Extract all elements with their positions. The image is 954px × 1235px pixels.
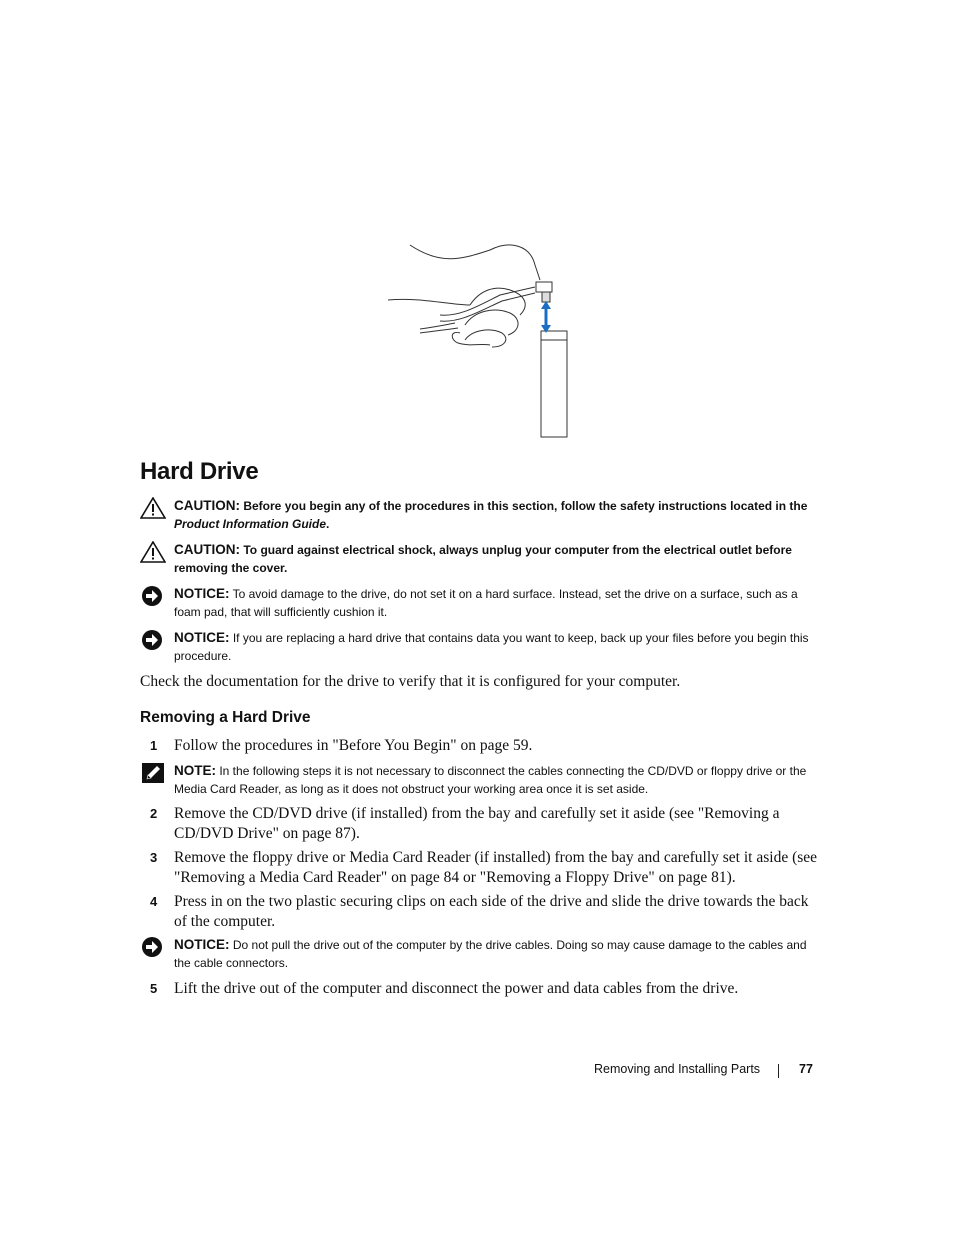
page-title: Hard Drive xyxy=(140,458,259,485)
notice-note xyxy=(140,936,820,972)
notice-text: Do not pull the drive out of the computer by the drive cables. Doing so may cause damage to the cables and the cable connectors. xyxy=(174,938,807,970)
cable-connection-illustration xyxy=(380,235,580,445)
step-text: Press in on the two plastic securing clips on each side of the drive and slide the drive towards the back of the computer. xyxy=(174,893,809,930)
step-text: Remove the CD/DVD drive (if installed) from the bay and carefully set it aside (see "Removing a CD/DVD Drive" on page 87). xyxy=(174,805,780,842)
caution-label: CAUTION: xyxy=(174,498,240,513)
caution-label: CAUTION: xyxy=(174,542,240,557)
step-text: Follow the procedures in "Before You Begin" on page 59. xyxy=(174,737,533,754)
step-item xyxy=(140,848,820,887)
step-item xyxy=(140,804,820,843)
step-item xyxy=(140,892,820,931)
step-number: 2 xyxy=(150,806,158,821)
notice-text: If you are replacing a hard drive that contains data you want to keep, back up your files before you begin this procedure. xyxy=(174,631,809,663)
caution-text: To guard against electrical shock, always unplug your computer from the electrical outlet before removing the cover. xyxy=(174,543,792,575)
section-subheading: Removing a Hard Drive xyxy=(140,709,311,726)
notice-note xyxy=(140,585,820,621)
note-text: In the following steps it is not necessary to disconnect the cables connecting the CD/DVD or floppy drive or the Media Card Reader, as long as it does not obstruct your working area once it is set aside. xyxy=(174,764,807,796)
warning-triangle-icon xyxy=(140,497,166,519)
notice-arrow-icon xyxy=(140,585,166,607)
caution-note xyxy=(140,541,820,577)
step-text: Remove the floppy drive or Media Card Reader (if installed) from the bay and carefully set it aside (see "Removing a Media Card Reader" on page 84 or "Removing a Floppy Drive" on page 81). xyxy=(174,849,818,886)
notice-text: To avoid damage to the drive, do not set it on a hard surface. Instead, set the drive on a surface, such as a foam pad, that will sufficiently cushion it. xyxy=(174,587,798,619)
footer-divider xyxy=(778,1064,779,1078)
step-number: 1 xyxy=(150,738,158,753)
note-callout xyxy=(140,762,820,798)
notice-label: NOTICE: xyxy=(174,630,230,645)
step-text: Lift the drive out of the computer and disconnect the power and data cables from the drive. xyxy=(174,980,739,997)
step-item xyxy=(140,979,820,999)
caution-text-end: . xyxy=(326,516,330,531)
notice-label: NOTICE: xyxy=(174,937,230,952)
caution-text: Before you begin any of the procedures in this section, follow the safety instructions located in the xyxy=(243,499,808,513)
caution-note xyxy=(140,497,820,533)
footer-section-title: Removing and Installing Parts xyxy=(594,1062,761,1076)
notice-arrow-icon xyxy=(140,936,166,958)
step-number: 5 xyxy=(150,981,158,996)
notice-note xyxy=(140,629,820,665)
warning-triangle-icon xyxy=(140,541,166,563)
step-number: 3 xyxy=(150,850,158,865)
page-number: 77 xyxy=(799,1062,813,1076)
note-label: NOTE: xyxy=(174,763,216,778)
intro-paragraph: Check the documentation for the drive to verify that it is configured for your computer. xyxy=(140,673,681,690)
pencil-note-icon xyxy=(140,762,166,784)
step-item xyxy=(140,736,820,756)
guide-title: Product Information Guide xyxy=(174,516,326,531)
step-number: 4 xyxy=(150,894,158,909)
notice-arrow-icon xyxy=(140,629,166,651)
notice-label: NOTICE: xyxy=(174,586,230,601)
